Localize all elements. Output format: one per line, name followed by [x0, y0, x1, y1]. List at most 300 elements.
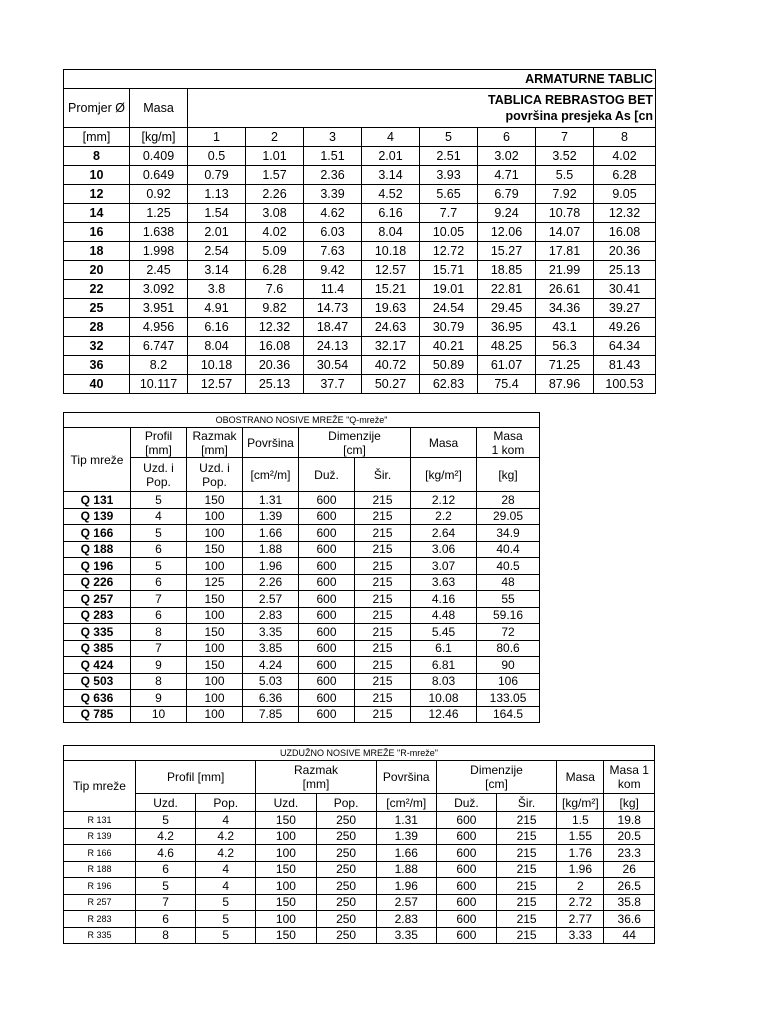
- head-masa: Masa: [130, 89, 188, 128]
- table-cell: 600: [299, 558, 355, 575]
- table-cell: 50.27: [362, 375, 420, 394]
- table-cell: 12.32: [594, 204, 656, 223]
- table-cell: 250: [316, 812, 376, 829]
- row-label: Q 226: [64, 574, 131, 591]
- table-cell: 48.25: [478, 337, 536, 356]
- table-cell: 215: [355, 525, 411, 542]
- table-cell: 6: [135, 911, 195, 928]
- row-label: R 335: [64, 927, 136, 944]
- table-cell: 72: [477, 624, 540, 641]
- table-cell: 20.36: [246, 356, 304, 375]
- q-mesh-row: [64, 558, 540, 575]
- table-cell: 600: [299, 591, 355, 608]
- q-mesh-caption: OBOSTRANO NOSIVE MREŽE "Q-mreže": [64, 413, 540, 428]
- table-cell: 19.8: [604, 812, 655, 829]
- row-label: R 188: [64, 861, 136, 878]
- table-cell: 26: [604, 861, 655, 878]
- table-cell: 150: [256, 861, 316, 878]
- q-head-masa-kom: Masa 1 kom: [477, 428, 540, 458]
- table-cell: 1.96: [557, 861, 604, 878]
- table-cell: 600: [436, 861, 496, 878]
- row-label: R 283: [64, 911, 136, 928]
- table-cell: 3.35: [376, 927, 436, 944]
- table-cell: 5.09: [246, 242, 304, 261]
- table-cell: 100: [187, 690, 243, 707]
- table-cell: 215: [355, 492, 411, 509]
- table-cell: 250: [316, 911, 376, 928]
- r-mesh-row: [64, 861, 655, 878]
- table-cell: 30.41: [594, 280, 656, 299]
- table-cell: 1.54: [188, 204, 246, 223]
- table-cell: 10.05: [420, 223, 478, 242]
- table-cell: 5.5: [536, 166, 594, 185]
- table-cell: 12.06: [478, 223, 536, 242]
- unit-kgm: [kg/m]: [130, 128, 188, 147]
- table-cell: 4: [196, 861, 256, 878]
- table-cell: 215: [355, 508, 411, 525]
- table-cell: 48: [477, 574, 540, 591]
- table-cell: 250: [316, 894, 376, 911]
- row-label: Q 385: [64, 640, 131, 657]
- table-cell: 3.14: [188, 261, 246, 280]
- table-cell: 55: [477, 591, 540, 608]
- table-cell: 4.2: [196, 845, 256, 862]
- table-cell: 2.83: [376, 911, 436, 928]
- rebar-row: [64, 337, 656, 356]
- table-cell: 24.13: [304, 337, 362, 356]
- table-cell: 4.62: [304, 204, 362, 223]
- table-cell: 4.02: [246, 223, 304, 242]
- table-cell: 600: [436, 911, 496, 928]
- table-cell: 2.26: [243, 574, 299, 591]
- table-cell: 8: [135, 927, 195, 944]
- table-cell: 106: [477, 673, 540, 690]
- table-cell: 25.13: [594, 261, 656, 280]
- table-cell: 100: [187, 558, 243, 575]
- table-cell: 56.3: [536, 337, 594, 356]
- table-cell: 600: [436, 845, 496, 862]
- table-cell: 32.17: [362, 337, 420, 356]
- table-cell: 12.32: [246, 318, 304, 337]
- q-mesh-row: [64, 657, 540, 674]
- table-cell: 1.57: [246, 166, 304, 185]
- table-cell: 7: [131, 640, 187, 657]
- table-cell: 10.18: [362, 242, 420, 261]
- table-cell: 17.81: [536, 242, 594, 261]
- r-mesh-row: [64, 894, 655, 911]
- table-cell: 3.14: [362, 166, 420, 185]
- table-cell: 150: [187, 492, 243, 509]
- q-head-profil: Profil [mm]: [131, 428, 187, 458]
- table-cell: 10.18: [188, 356, 246, 375]
- table-cell: 62.83: [420, 375, 478, 394]
- table-cell: 1.39: [376, 828, 436, 845]
- table-cell: 1.39: [243, 508, 299, 525]
- table-cell: 600: [299, 673, 355, 690]
- table-cell: 3.08: [246, 204, 304, 223]
- table-cell: 2: [557, 878, 604, 895]
- table-cell: 2.26: [246, 185, 304, 204]
- table-cell: 7.63: [304, 242, 362, 261]
- rebar-subtitle-line2: površina presjeka As [cn: [505, 109, 654, 123]
- table-cell: 1.66: [376, 845, 436, 862]
- table-cell: 1.51: [304, 147, 362, 166]
- table-cell: 28: [477, 492, 540, 509]
- table-cell: 5.03: [243, 673, 299, 690]
- r-head-kgm2: [kg/m²]: [557, 794, 604, 812]
- row-label: R 196: [64, 878, 136, 895]
- table-cell: 100: [187, 673, 243, 690]
- table-cell: 12.46: [411, 706, 477, 723]
- table-cell: 26.61: [536, 280, 594, 299]
- table-cell: 35.8: [604, 894, 655, 911]
- q-mesh-row: [64, 706, 540, 723]
- count-cell: 1: [188, 128, 246, 147]
- table-cell: 215: [497, 894, 557, 911]
- table-cell: 250: [316, 861, 376, 878]
- count-cell: 7: [536, 128, 594, 147]
- table-cell: 87.96: [536, 375, 594, 394]
- table-cell: 34.36: [536, 299, 594, 318]
- rebar-row: [64, 280, 656, 299]
- table-cell: 36.6: [604, 911, 655, 928]
- table-cell: 4.956: [130, 318, 188, 337]
- table-cell: 215: [355, 640, 411, 657]
- table-cell: 3.52: [536, 147, 594, 166]
- r-head-povrsina: Površina: [376, 761, 436, 794]
- table-cell: 3.06: [411, 541, 477, 558]
- table-cell: 600: [299, 690, 355, 707]
- table-cell: 20.5: [604, 828, 655, 845]
- table-cell: 40.5: [477, 558, 540, 575]
- count-cell: 3: [304, 128, 362, 147]
- table-cell: 1.96: [243, 558, 299, 575]
- table-cell: 600: [299, 492, 355, 509]
- table-cell: 8.04: [188, 337, 246, 356]
- table-cell: 16.08: [246, 337, 304, 356]
- table-cell: 8.03: [411, 673, 477, 690]
- table-cell: 5: [131, 492, 187, 509]
- r-mesh-table: [63, 745, 655, 944]
- r-head-pop-2: Pop.: [316, 794, 376, 812]
- table-cell: 215: [355, 657, 411, 674]
- table-cell: 50.89: [420, 356, 478, 375]
- q-mesh-row: [64, 591, 540, 608]
- table-cell: 4.52: [362, 185, 420, 204]
- table-cell: 600: [299, 525, 355, 542]
- count-cell: 6: [478, 128, 536, 147]
- table-cell: 6.28: [594, 166, 656, 185]
- table-cell: 5.65: [420, 185, 478, 204]
- table-cell: 12.57: [188, 375, 246, 394]
- table-cell: 49.26: [594, 318, 656, 337]
- table-cell: 600: [436, 878, 496, 895]
- table-cell: 7.7: [420, 204, 478, 223]
- table-cell: 3.8: [188, 280, 246, 299]
- table-cell: 9.82: [246, 299, 304, 318]
- row-label: 40: [64, 375, 130, 394]
- table-cell: 11.4: [304, 280, 362, 299]
- rebar-row: [64, 242, 656, 261]
- table-cell: 6.03: [304, 223, 362, 242]
- row-label: R 139: [64, 828, 136, 845]
- table-cell: 125: [187, 574, 243, 591]
- table-cell: 21.99: [536, 261, 594, 280]
- table-cell: 4.2: [196, 828, 256, 845]
- r-mesh-row: [64, 812, 655, 829]
- rebar-row: [64, 166, 656, 185]
- rebar-table: [63, 69, 656, 394]
- table-cell: 4.02: [594, 147, 656, 166]
- row-label: 20: [64, 261, 130, 280]
- table-cell: 215: [497, 812, 557, 829]
- rebar-row: [64, 261, 656, 280]
- table-cell: 6.16: [188, 318, 246, 337]
- table-cell: 4: [131, 508, 187, 525]
- table-cell: 5: [196, 911, 256, 928]
- table-cell: 23.3: [604, 845, 655, 862]
- table-cell: 6.81: [411, 657, 477, 674]
- rebar-row: [64, 375, 656, 394]
- row-label: Q 166: [64, 525, 131, 542]
- row-label: Q 283: [64, 607, 131, 624]
- count-cell: 5: [420, 128, 478, 147]
- table-cell: 24.63: [362, 318, 420, 337]
- table-cell: 2.83: [243, 607, 299, 624]
- table-cell: 26.5: [604, 878, 655, 895]
- row-label: 32: [64, 337, 130, 356]
- q-mesh-row: [64, 492, 540, 509]
- table-cell: 44: [604, 927, 655, 944]
- table-cell: 2.51: [420, 147, 478, 166]
- table-cell: 600: [436, 812, 496, 829]
- q-mesh-row: [64, 607, 540, 624]
- q-mesh-row: [64, 541, 540, 558]
- table-cell: 215: [355, 624, 411, 641]
- q-head-kg: [kg]: [477, 458, 540, 492]
- table-cell: 100: [256, 878, 316, 895]
- table-cell: 215: [355, 541, 411, 558]
- table-cell: 61.07: [478, 356, 536, 375]
- q-head-uzd-pop-2: Uzd. i Pop.: [187, 458, 243, 492]
- table-cell: 215: [497, 878, 557, 895]
- table-cell: 29.45: [478, 299, 536, 318]
- table-cell: 1.31: [376, 812, 436, 829]
- table-cell: 10.08: [411, 690, 477, 707]
- row-label: Q 257: [64, 591, 131, 608]
- table-cell: 215: [355, 574, 411, 591]
- table-cell: 18.47: [304, 318, 362, 337]
- table-cell: 1.55: [557, 828, 604, 845]
- table-cell: 215: [497, 828, 557, 845]
- r-mesh-row: [64, 878, 655, 895]
- r-head-tip: Tip mreže: [64, 761, 136, 812]
- table-cell: 4.16: [411, 591, 477, 608]
- table-cell: 1.88: [243, 541, 299, 558]
- row-label: 12: [64, 185, 130, 204]
- r-mesh-row: [64, 927, 655, 944]
- row-label: 25: [64, 299, 130, 318]
- row-label: 14: [64, 204, 130, 223]
- q-head-masa: Masa: [411, 428, 477, 458]
- rebar-subtitle-line1: TABLICA REBRASTOG BET: [488, 93, 654, 107]
- table-cell: 100: [256, 911, 316, 928]
- table-cell: 6.747: [130, 337, 188, 356]
- rebar-unit-row: [64, 128, 656, 147]
- table-cell: 100: [256, 828, 316, 845]
- r-head-masa: Masa: [557, 761, 604, 794]
- table-cell: 2.72: [557, 894, 604, 911]
- table-cell: 600: [299, 640, 355, 657]
- r-head-razmak: Razmak [mm]: [256, 761, 376, 794]
- table-cell: 34.9: [477, 525, 540, 542]
- table-cell: 2.54: [188, 242, 246, 261]
- q-mesh-row: [64, 508, 540, 525]
- table-cell: 2.57: [376, 894, 436, 911]
- table-cell: 1.01: [246, 147, 304, 166]
- row-label: Q 188: [64, 541, 131, 558]
- r-mesh-caption: UZDUŽNO NOSIVE MREŽE "R-mreže": [64, 746, 655, 761]
- table-cell: 39.27: [594, 299, 656, 318]
- table-cell: 100: [187, 525, 243, 542]
- table-cell: 3.63: [411, 574, 477, 591]
- table-cell: 150: [187, 657, 243, 674]
- table-cell: 5: [196, 894, 256, 911]
- table-cell: 100: [187, 706, 243, 723]
- q-mesh-row: [64, 525, 540, 542]
- table-cell: 2.57: [243, 591, 299, 608]
- table-cell: 1.25: [130, 204, 188, 223]
- row-label: R 257: [64, 894, 136, 911]
- table-cell: 37.7: [304, 375, 362, 394]
- table-cell: 64.34: [594, 337, 656, 356]
- q-head-sir: Šir.: [355, 458, 411, 492]
- table-cell: 600: [299, 657, 355, 674]
- r-head-pop: Pop.: [196, 794, 256, 812]
- table-cell: 1.96: [376, 878, 436, 895]
- rebar-row: [64, 356, 656, 375]
- table-cell: 600: [299, 607, 355, 624]
- row-label: Q 335: [64, 624, 131, 641]
- table-cell: 2.36: [304, 166, 362, 185]
- q-head-uzd-pop: Uzd. i Pop.: [131, 458, 187, 492]
- rebar-row: [64, 147, 656, 166]
- table-cell: 3.951: [130, 299, 188, 318]
- table-cell: 150: [187, 541, 243, 558]
- table-cell: 25.13: [246, 375, 304, 394]
- table-cell: 40.72: [362, 356, 420, 375]
- table-cell: 600: [436, 894, 496, 911]
- r-head-uzd: Uzd.: [135, 794, 195, 812]
- table-cell: 6: [135, 861, 195, 878]
- q-mesh-row: [64, 624, 540, 641]
- row-label: 22: [64, 280, 130, 299]
- table-cell: 215: [355, 591, 411, 608]
- table-cell: 600: [299, 706, 355, 723]
- table-cell: 7.6: [246, 280, 304, 299]
- table-cell: 215: [355, 706, 411, 723]
- table-cell: 3.39: [304, 185, 362, 204]
- row-label: Q 785: [64, 706, 131, 723]
- q-mesh-row: [64, 690, 540, 707]
- count-cell: 4: [362, 128, 420, 147]
- table-cell: 19.01: [420, 280, 478, 299]
- table-cell: 4.48: [411, 607, 477, 624]
- table-cell: 1.13: [188, 185, 246, 204]
- r-head-duz: Duž.: [436, 794, 496, 812]
- q-head-kgm2: [kg/m²]: [411, 458, 477, 492]
- table-cell: 150: [256, 927, 316, 944]
- count-cell: 2: [246, 128, 304, 147]
- table-cell: 8: [131, 624, 187, 641]
- table-cell: 5: [135, 878, 195, 895]
- table-cell: 100: [187, 640, 243, 657]
- r-mesh-row: [64, 911, 655, 928]
- table-cell: 29.05: [477, 508, 540, 525]
- table-cell: 14.73: [304, 299, 362, 318]
- table-cell: 133.05: [477, 690, 540, 707]
- table-cell: 5: [196, 927, 256, 944]
- row-label: 10: [64, 166, 130, 185]
- rebar-row: [64, 185, 656, 204]
- table-cell: 600: [436, 828, 496, 845]
- table-cell: 1.88: [376, 861, 436, 878]
- table-cell: 8.04: [362, 223, 420, 242]
- table-cell: 2.77: [557, 911, 604, 928]
- r-head-uzd-2: Uzd.: [256, 794, 316, 812]
- table-cell: 59.16: [477, 607, 540, 624]
- table-cell: 43.1: [536, 318, 594, 337]
- q-head-duz: Duž.: [299, 458, 355, 492]
- row-label: Q 503: [64, 673, 131, 690]
- table-cell: 12.72: [420, 242, 478, 261]
- table-cell: 24.54: [420, 299, 478, 318]
- table-cell: 15.21: [362, 280, 420, 299]
- table-cell: 5.45: [411, 624, 477, 641]
- row-label: R 166: [64, 845, 136, 862]
- table-cell: 3.93: [420, 166, 478, 185]
- q-head-tip: Tip mreže: [64, 428, 131, 492]
- r-head-profil: Profil [mm]: [135, 761, 255, 794]
- table-cell: 8.2: [130, 356, 188, 375]
- table-cell: 20.36: [594, 242, 656, 261]
- table-cell: 3.07: [411, 558, 477, 575]
- table-cell: 600: [299, 541, 355, 558]
- q-head-dimenzije: Dimenzije [cm]: [299, 428, 411, 458]
- table-cell: 2.12: [411, 492, 477, 509]
- table-cell: 6.79: [478, 185, 536, 204]
- table-cell: 4.2: [135, 828, 195, 845]
- r-mesh-row: [64, 828, 655, 845]
- count-cell: 8: [594, 128, 656, 147]
- table-cell: 18.85: [478, 261, 536, 280]
- table-cell: 12.57: [362, 261, 420, 280]
- table-cell: 2.01: [362, 147, 420, 166]
- rebar-row: [64, 318, 656, 337]
- table-cell: 7.92: [536, 185, 594, 204]
- table-cell: 6.36: [243, 690, 299, 707]
- rebar-subtitle: [188, 89, 656, 128]
- table-cell: 215: [497, 845, 557, 862]
- r-head-kg: [kg]: [604, 794, 655, 812]
- table-cell: 2.2: [411, 508, 477, 525]
- table-cell: 215: [355, 607, 411, 624]
- table-cell: 15.71: [420, 261, 478, 280]
- table-cell: 1.638: [130, 223, 188, 242]
- table-cell: 150: [187, 624, 243, 641]
- table-cell: 600: [299, 574, 355, 591]
- table-cell: 215: [497, 927, 557, 944]
